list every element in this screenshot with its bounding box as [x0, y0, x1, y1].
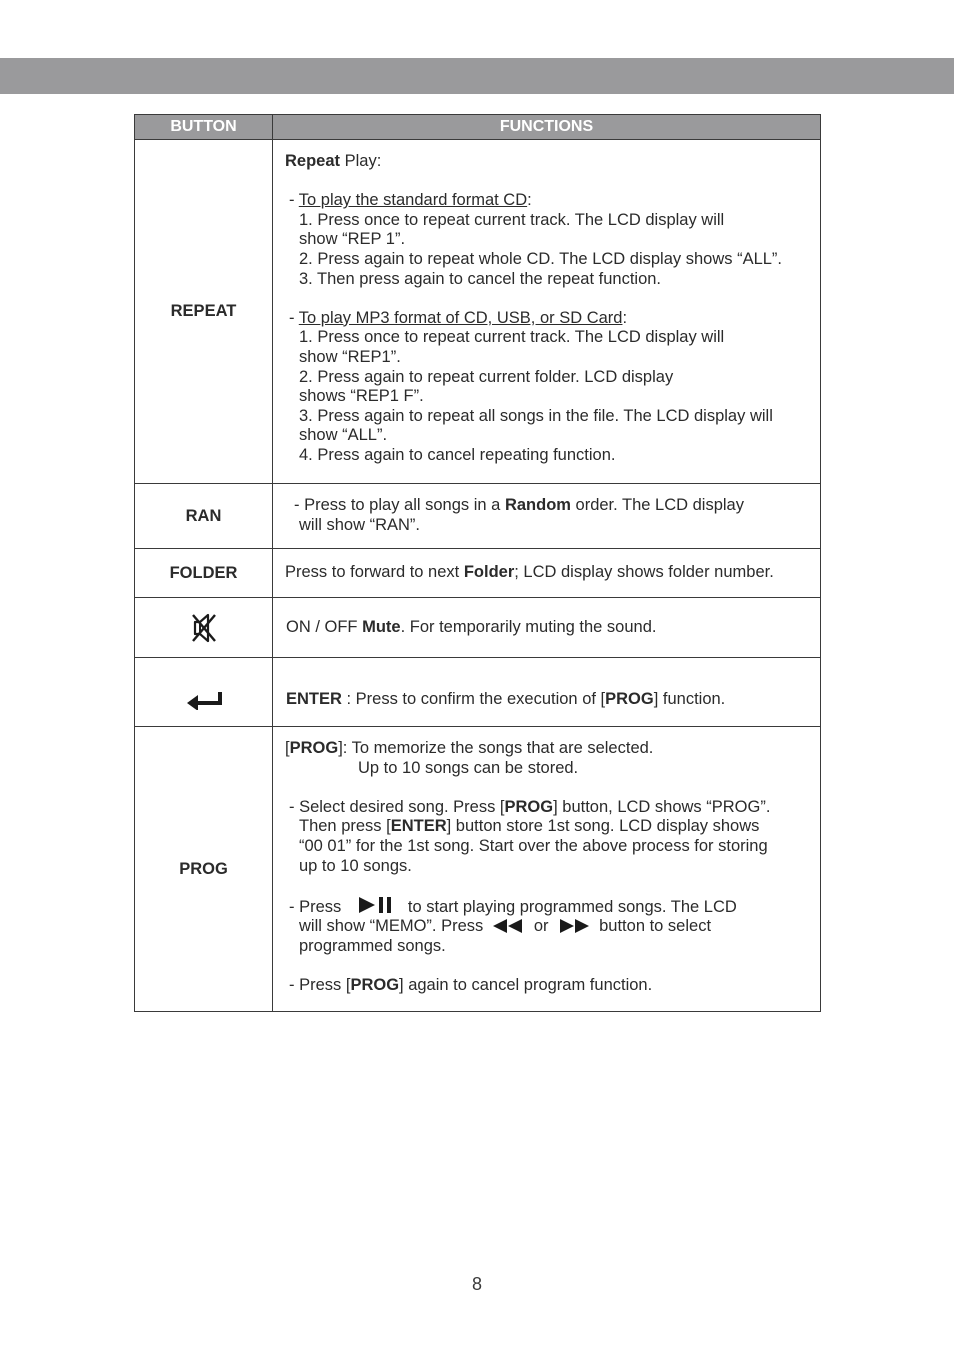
repeat-button-label: REPEAT: [135, 140, 273, 484]
mute-line: ON / OFF Mute. For temporarily muting the sound.: [286, 617, 657, 636]
repeat-mp3-line: show “ALL”.: [299, 426, 388, 445]
prog-line: programmed songs.: [299, 936, 446, 955]
repeat-cd-line: 1. Press once to repeat current track. The LCD display will: [299, 210, 725, 229]
mute-button-cell: [135, 598, 273, 658]
table-header-row: [135, 115, 821, 140]
repeat-functions: [273, 140, 821, 484]
fast-forward-icon: [559, 919, 591, 933]
ran-functions: [273, 484, 821, 549]
prog-memo-line: will show “MEMO”. Press or button to select: [299, 917, 712, 936]
prog-line: up to 10 songs.: [299, 856, 412, 875]
header-functions: FUNCTIONS: [273, 115, 821, 140]
table-row-enter: [135, 658, 821, 727]
table-row-ran: [135, 484, 821, 549]
folder-button-label: FOLDER: [135, 549, 273, 598]
repeat-mp3-line: 1. Press once to repeat current track. The LCD display will: [299, 328, 725, 347]
table-row-mute: [135, 598, 821, 658]
repeat-mp3-line: 2. Press again to repeat current folder. LCD display: [299, 367, 674, 386]
enter-line: ENTER : Press to confirm the execution of [PROG] function.: [286, 690, 726, 709]
ran-line: - Press to play all songs in a Random order. The LCD display: [294, 496, 744, 515]
enter-return-arrow-icon: [185, 690, 223, 710]
header-bar: [0, 58, 954, 94]
rewind-icon: [492, 919, 524, 933]
play-pause-icon: [358, 896, 394, 914]
header-button: BUTTON: [135, 115, 273, 140]
repeat-mp3-line: show “REP1”.: [299, 347, 401, 366]
prog-press-line: - Press to start playing programmed songs. The LCD: [289, 897, 737, 916]
repeat-cd-heading: - To play the standard format CD:: [289, 191, 532, 210]
table-row-folder: [135, 549, 821, 598]
repeat-cd-line: show “REP 1”.: [299, 230, 406, 249]
table-row-repeat: [135, 140, 821, 484]
repeat-cd-line: 3. Then press again to cancel the repeat function.: [299, 269, 662, 288]
prog-intro: [PROG]: To memorize the songs that are selected.: [285, 739, 654, 757]
prog-cancel-line: - Press [PROG] again to cancel program function.: [289, 976, 653, 995]
prog-intro-line2: Up to 10 songs can be stored.: [358, 758, 579, 777]
prog-line: “00 01” for the 1st song. Start over the above process for storing: [299, 836, 768, 855]
repeat-cd-line: 2. Press again to repeat whole CD. The LCD display shows “ALL”.: [299, 249, 783, 268]
ran-line: will show “RAN”.: [299, 516, 421, 534]
repeat-mp3-line: shows “REP1 F”.: [299, 387, 424, 406]
repeat-mp3-heading: - To play MP3 format of CD, USB, or SD Card:: [289, 308, 628, 327]
mute-functions: [273, 598, 821, 658]
repeat-mp3-line: 3. Press again to repeat all songs in the file. The LCD display will: [299, 406, 773, 425]
repeat-title: Repeat Play:: [285, 152, 382, 170]
table-row-prog: [135, 727, 821, 1012]
prog-select-line: - Select desired song. Press [PROG] button, LCD shows “PROG”.: [289, 797, 771, 816]
enter-functions: [273, 658, 821, 727]
prog-then-line: Then press [ENTER] button store 1st song. LCD display shows: [299, 817, 760, 836]
ran-button-label: RAN: [135, 484, 273, 549]
page-number: 8: [471, 1274, 482, 1294]
folder-functions: [273, 549, 821, 598]
folder-line: Press to forward to next Folder; LCD display shows folder number.: [285, 563, 774, 582]
prog-button-label: PROG: [135, 727, 273, 1012]
repeat-mp3-line: 4. Press again to cancel repeating function.: [299, 445, 616, 464]
mute-speaker-icon: [190, 612, 218, 644]
prog-functions: [273, 727, 821, 1012]
function-table: [134, 114, 821, 1012]
enter-button-cell: [135, 658, 273, 727]
